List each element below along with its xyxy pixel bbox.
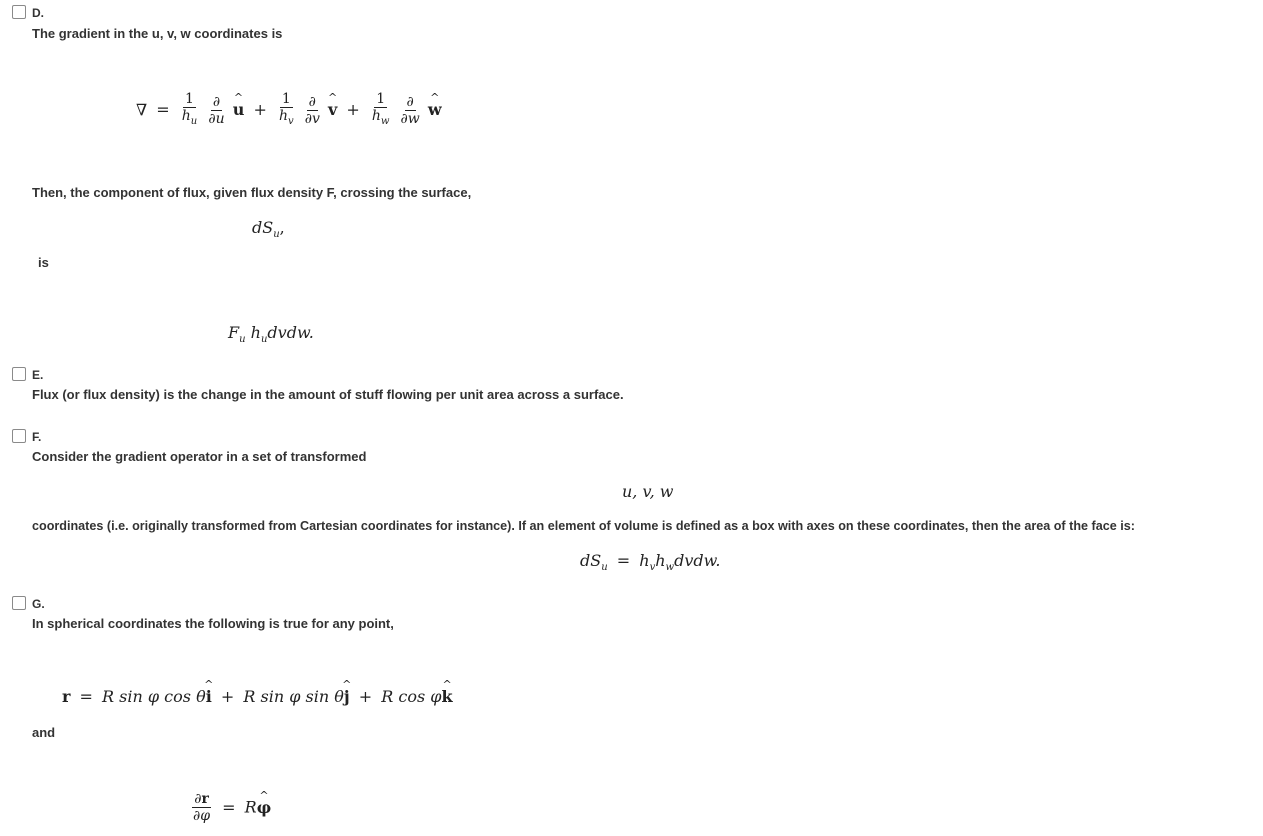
option-e-letter: E. — [32, 368, 44, 382]
option-d-flux-formula: $F_u$ $h_udvdw$. — [228, 323, 314, 346]
option-g-letter: G. — [32, 597, 45, 611]
checkbox-option-f[interactable] — [12, 429, 26, 443]
option-g-and-label: and — [32, 725, 56, 740]
checkbox-option-g[interactable] — [12, 596, 26, 610]
option-d-text-1: The gradient in the u, v, w coordinates is — [32, 26, 283, 41]
option-f-area-formula: $dS_u$ = $h_vh_wdvdw$. — [580, 551, 721, 574]
option-d-text-2: Then, the component of flux, given flux density F, crossing the surface, — [32, 185, 472, 200]
option-g-derivative-formula: $\frac{\partial r}{\partial\varphi}$ = R^ φ — [190, 792, 271, 824]
option-d-letter: D. — [32, 6, 44, 20]
option-g-text-1: In spherical coordinates the following is true for any point, — [32, 616, 394, 631]
option-d-dsu-formula: $dS_u$, — [252, 218, 285, 241]
option-f-uvw-math: u, v, w — [622, 482, 674, 501]
checkbox-option-d[interactable] — [12, 5, 26, 19]
option-d-gradient-formula: ∇ = $\frac{1}{h_u}$ $\frac{\partial}{\partial u}$ ^ u + $\frac{1}{h_v}$ $\frac{\partial}{\partial v}$ ^ v + $\frac{1}{h_w}$ $\frac{\partial}{\partial w}$ ^ w — [136, 92, 442, 130]
option-e-text: Flux (or flux density) is the change in the amount of stuff flowing per unit area across a surface. — [32, 387, 624, 402]
option-f-text-1: Consider the gradient operator in a set of transformed — [32, 449, 367, 464]
checkbox-option-e[interactable] — [12, 367, 26, 381]
option-f-text-2: coordinates (i.e. originally transformed from Cartesian coordinates for instance). If an element of volume is defined as a box with axes on these coordinates, then the area of the face is: — [32, 519, 1135, 533]
option-g-position-formula: r = R sin φ cos θ^ i + R sin φ sin θ^ j + R cos φ^ k — [62, 687, 453, 706]
option-f-letter: F. — [32, 430, 42, 444]
option-d-is-label: is — [38, 255, 49, 270]
